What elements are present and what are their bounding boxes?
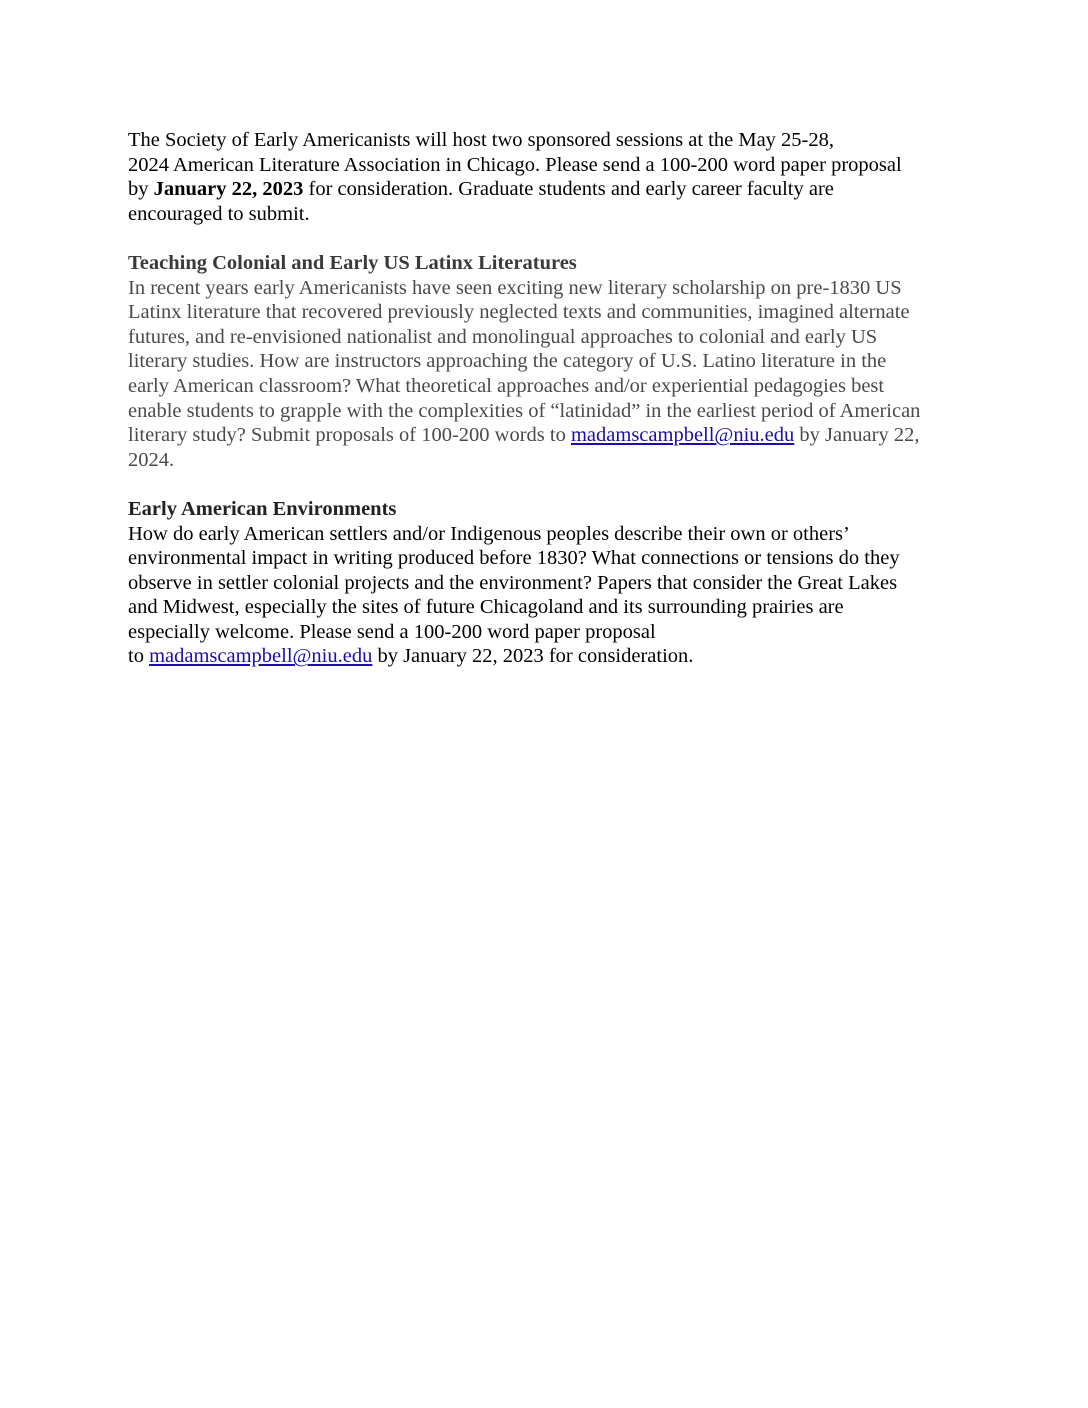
section1-line: literary studies. How are instructors approaching the category of U.S. Latino literature in the [128, 350, 887, 373]
section2-line: observe in settler colonial projects and the environment? Papers that consider the Great Lakes [128, 571, 898, 594]
section1-email-line [128, 423, 968, 448]
section1-email-link[interactable]: madamscampbell@niu.edu [570, 424, 795, 447]
section1-line: In recent years early Americanists have seen exciting new literary scholarship on pre-1830 US [128, 276, 902, 299]
section2-email-prefix: to [128, 645, 150, 668]
section2-paragraph [128, 522, 968, 670]
intro-paragraph [128, 128, 968, 226]
section2-heading: Early American Environments [128, 497, 397, 520]
section2-email-suffix: by January 22, 2023 for consideration. [372, 645, 694, 668]
section1-line: Latinx literature that recovered previously neglected texts and communities, imagined alternate [128, 301, 910, 324]
intro-line-3-prefix: by [128, 178, 154, 201]
intro-line-2: 2024 American Literature Association in Chicago. Please send a 100-200 word paper proposal [128, 153, 902, 176]
section1-line: early American classroom? What theoretical approaches and/or experiential pedagogies best [128, 374, 885, 397]
section1-email-suffix: by January 22, [794, 424, 920, 447]
section1-line: enable students to grapple with the complexities of “latinidad” in the earliest period of American [128, 399, 921, 422]
section2-line: and Midwest, especially the sites of future Chicagoland and its surrounding prairies are [128, 596, 844, 619]
section1-paragraph [128, 276, 968, 473]
intro-line-3 [128, 177, 968, 202]
intro-line-3-suffix: for consideration. Graduate students and early career faculty are [303, 178, 834, 201]
intro-line-1: The Society of Early Americanists will host two sponsored sessions at the May 25-28, [128, 129, 835, 151]
section1-email-prefix: literary study? Submit proposals of 100-200 words to [128, 424, 571, 447]
intro-line-4: encouraged to submit. [128, 202, 310, 225]
section2-line: especially welcome. Please send a 100-200 word paper proposal [128, 620, 656, 643]
deadline-bold: January 22, 2023 [153, 178, 304, 201]
document-page [128, 128, 968, 694]
section2-email-line [128, 644, 968, 669]
section1-line: futures, and re-envisioned nationalist and monolingual approaches to colonial and early US [128, 325, 878, 348]
section1-heading: Teaching Colonial and Early US Latinx Literatures [128, 251, 577, 274]
section2-email-link[interactable]: madamscampbell@niu.edu [149, 645, 373, 668]
section1-final-line: 2024. [128, 448, 175, 471]
section2-line: How do early American settlers and/or Indigenous peoples describe their own or others’ [128, 522, 850, 545]
section2-line: environmental impact in writing produced before 1830? What connections or tensions do they [128, 547, 900, 570]
